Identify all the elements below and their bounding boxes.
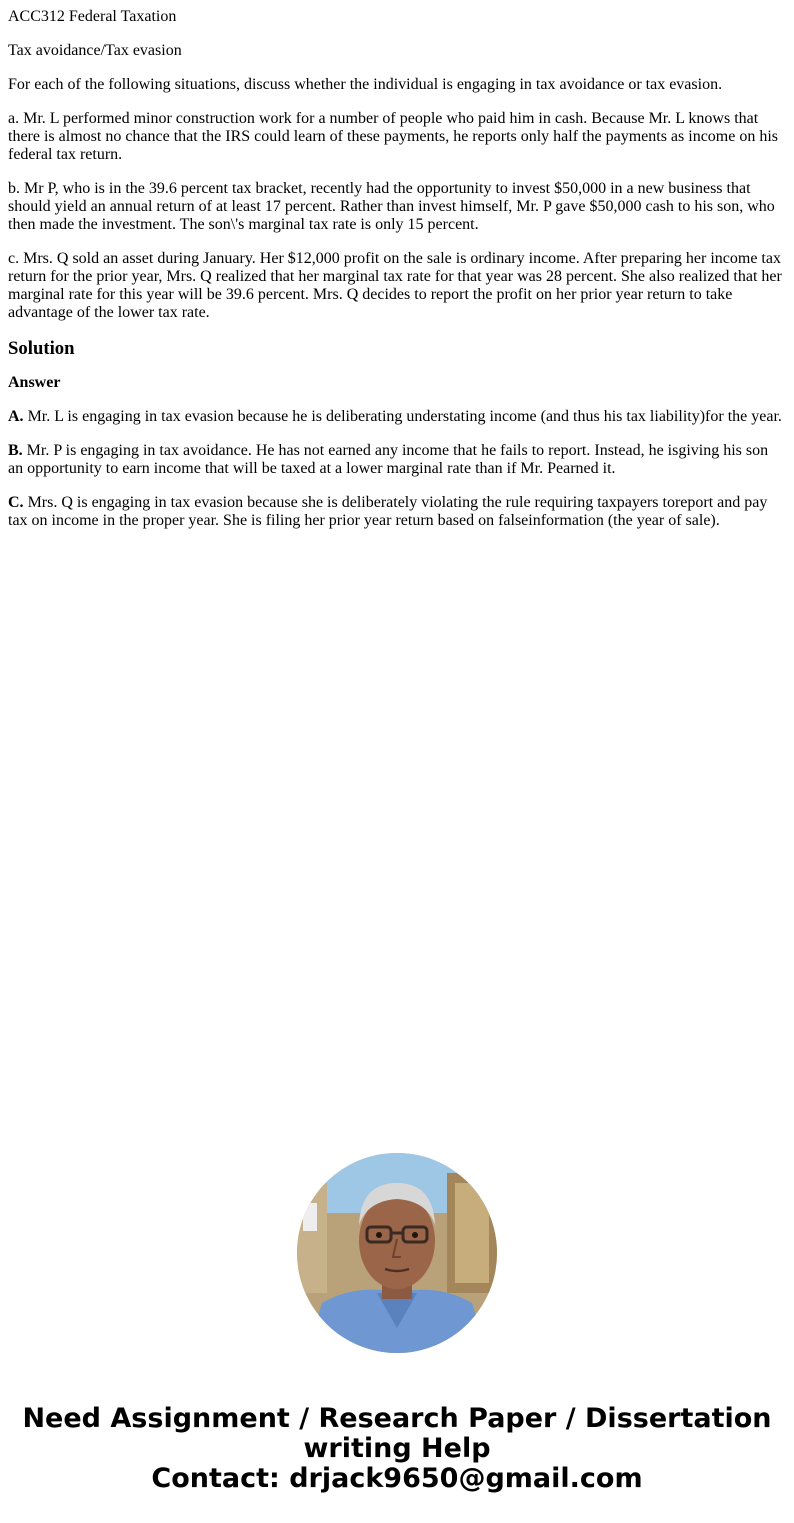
- answer-b-text: Mr. P is engaging in tax avoidance. He has not earned any income that he fails to report. Instead, he isgiving his son an opportunity to earn income that will be taxed at a lower marginal rate than if Mr. Pearned it.: [8, 442, 769, 477]
- situation-c: c. Mrs. Q sold an asset during January. Her $12,000 profit on the sale is ordinary income. After preparing her income tax return for the prior year, Mrs. Q realized that her marginal tax rate for that year was 28 percent. She also realized that her marginal rate for this year will be 39.6 percent. Mrs. Q decides to report the profit on her prior year return to take advantage of the lower tax rate.: [8, 250, 782, 321]
- situation-a: a. Mr. L performed minor construction work for a number of people who paid him in cash. Because Mr. L knows that there is almost no chance that the IRS could learn of these payments, he reports only half the payments as income on his federal tax return.: [8, 110, 779, 163]
- answer-b: [8, 442, 786, 478]
- answer-label: Answer: [8, 374, 61, 391]
- course-title: ACC312 Federal Taxation: [8, 8, 177, 25]
- promo-line-1: Need Assignment / Research Paper / Dissertation: [22, 1403, 772, 1434]
- answer-a: [8, 408, 786, 426]
- situation-b: b. Mr P, who is in the 39.6 percent tax bracket, recently had the opportunity to invest $50,000 in a new business that should yield an annual return of at least 17 percent. Rather than invest himself, Mr. P gave $50,000 cash to his son, who then made the investment. The son\'s marginal tax rate is only 15 percent.: [8, 180, 775, 233]
- promo-banner: [0, 1404, 794, 1494]
- answer-b-label: B.: [8, 442, 23, 459]
- answer-c-label: C.: [8, 494, 24, 511]
- document-body: [8, 8, 786, 546]
- tutor-avatar: [297, 1153, 497, 1353]
- promo-line-2: writing Help: [303, 1433, 491, 1464]
- topic-title: Tax avoidance/Tax evasion: [8, 42, 182, 59]
- answer-a-text: Mr. L is engaging in tax evasion because he is deliberating understating income (and thus his tax liability)for the year.: [23, 408, 782, 425]
- answer-a-label: A.: [8, 408, 24, 425]
- instructions: For each of the following situations, discuss whether the individual is engaging in tax avoidance or tax evasion.: [8, 76, 723, 93]
- tutor-portrait-image: [297, 1153, 497, 1353]
- promo-contact: Contact: drjack9650@gmail.com: [151, 1463, 643, 1494]
- answer-c-text: Mrs. Q is engaging in tax evasion because she is deliberately violating the rule requiring taxpayers toreport and pay tax on income in the proper year. She is filing her prior year return based on falseinformation (the year of sale).: [8, 494, 768, 529]
- answer-c: [8, 494, 786, 530]
- solution-heading: Solution: [8, 338, 75, 359]
